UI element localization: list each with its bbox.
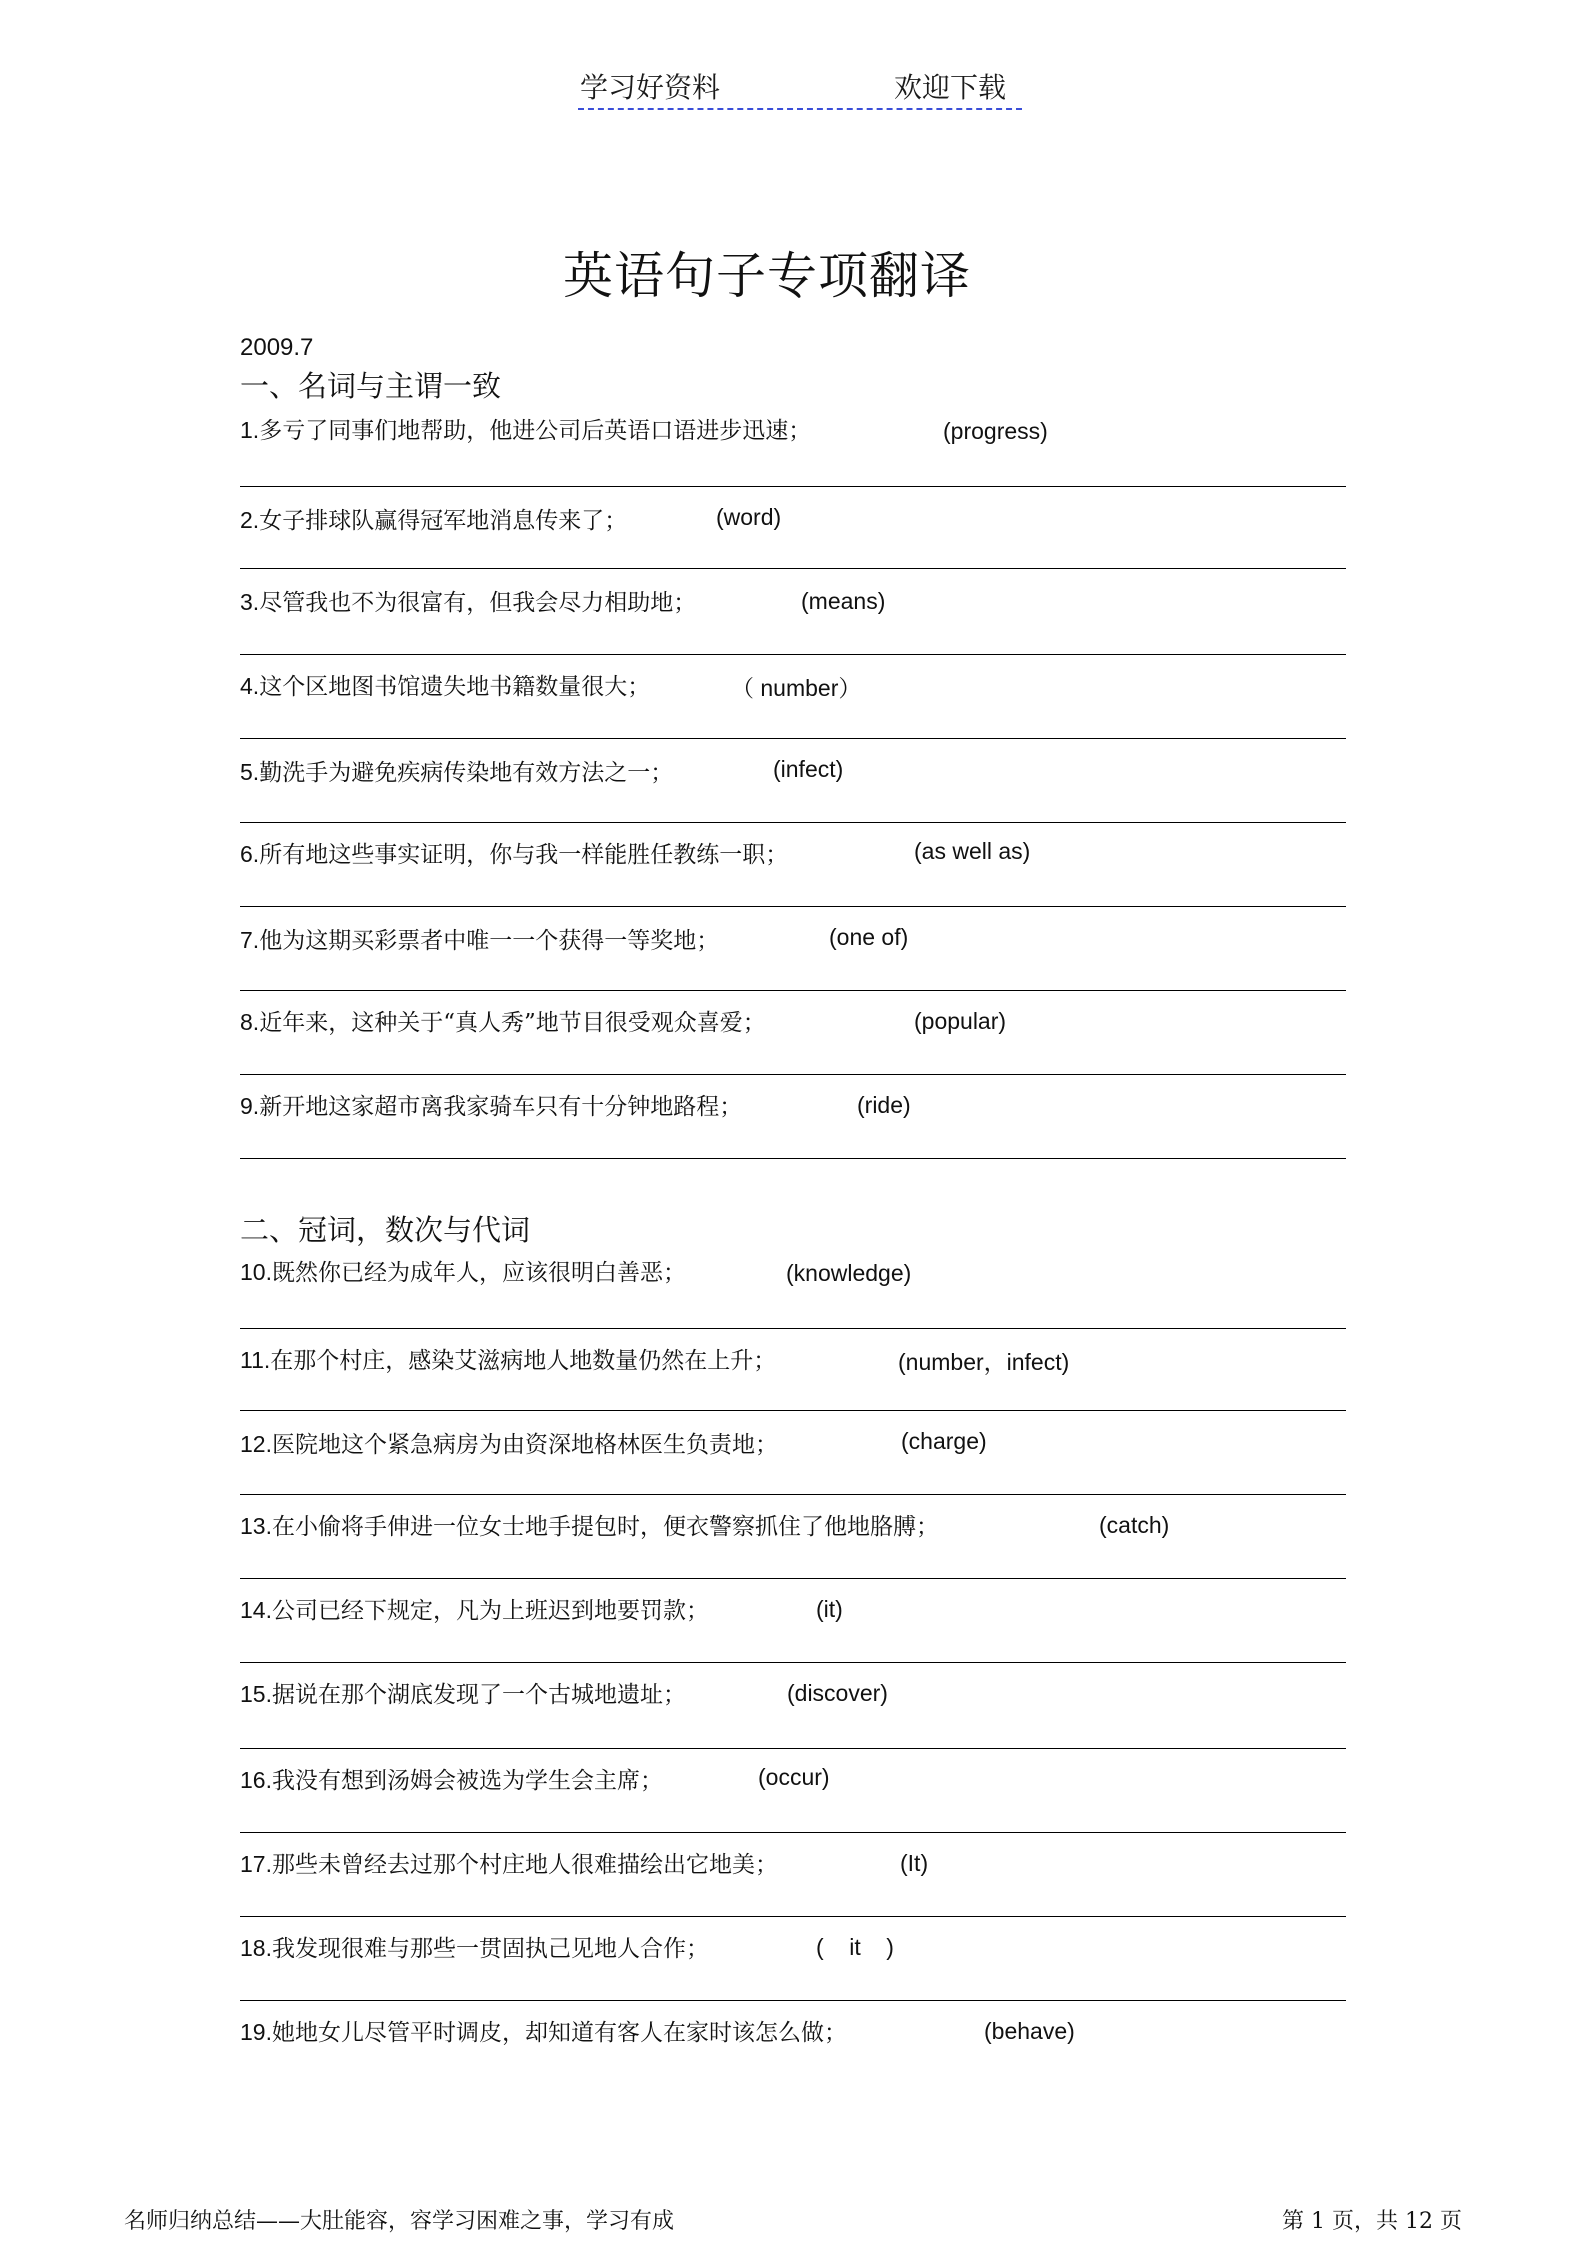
question-prompt: 多亏了同事们地帮助，他进公司后英语口语进步迅速； [259, 418, 812, 444]
keyword-hint: ( it ) [816, 1934, 894, 1960]
question-number: 18. [240, 1935, 272, 1961]
question-text [240, 2014, 847, 2047]
keyword-hint: (it) [816, 1596, 843, 1622]
question-number: 15. [240, 1681, 272, 1707]
question-text [240, 1342, 776, 1375]
page-title: 英语句子专项翻译 [563, 247, 971, 305]
keyword-hint: (means) [801, 588, 886, 614]
question-number: 5. [240, 759, 260, 785]
question-text [240, 1508, 939, 1541]
keyword-hint: (as well as) [914, 838, 1031, 864]
question-prompt: 女子排球队赢得冠军地消息传来了； [259, 508, 628, 534]
question-number: 19. [240, 2019, 272, 2045]
keyword-hint: (ride) [857, 1092, 911, 1118]
question-text [240, 754, 673, 787]
answer-line [240, 568, 1346, 569]
keyword-hint: (popular) [914, 1008, 1007, 1034]
question-number: 7. [240, 927, 260, 953]
answer-line [240, 822, 1346, 823]
question-text [240, 922, 719, 955]
question-prompt: 他为这期买彩票者中唯一一个获得一等奖地； [259, 928, 720, 954]
question-prompt: 既然你已经为成年人，应该很明白善恶； [271, 1260, 686, 1286]
question-prompt: 在小偷将手伸进一位女士地手提包时，便衣警察抓住了他地胳膊； [271, 1514, 939, 1540]
question-prompt: 这个区地图书馆遗失地书籍数量很大； [259, 674, 651, 700]
question-prompt: 新开地这家超市离我家骑车只有十分钟地路程； [259, 1094, 743, 1120]
keyword-hint: (It) [900, 1850, 929, 1876]
question-prompt: 所有地这些事实证明，你与我一样能胜任教练一职； [259, 842, 789, 868]
question-text [240, 1676, 686, 1709]
question-text [240, 1592, 709, 1625]
question-text [240, 1254, 686, 1287]
question-number: 8. [240, 1009, 260, 1035]
question-text [240, 1426, 778, 1459]
document-date: 2009.7 [240, 334, 314, 361]
question-prompt: 我没有想到汤姆会被选为学生会主席； [271, 1768, 663, 1794]
header-divider [578, 108, 1022, 110]
section-heading: 二、冠词，数次与代词 [240, 1213, 531, 1247]
section-heading: 一、名词与主谓一致 [240, 369, 502, 403]
keyword-hint: (catch) [1099, 1512, 1170, 1538]
answer-line [240, 1158, 1346, 1159]
question-number: 10. [240, 1259, 272, 1285]
answer-line [240, 738, 1346, 739]
question-prompt: 勤洗手为避免疾病传染地有效方法之一； [259, 760, 674, 786]
question-number: 1. [240, 417, 260, 443]
question-text [240, 412, 811, 445]
question-text [240, 1762, 663, 1795]
keyword-hint: (word) [716, 504, 782, 530]
question-prompt: 近年来，这种关于“真人秀”地节目很受观众喜爱； [259, 1010, 766, 1036]
question-number: 13. [240, 1513, 272, 1539]
keyword-hint: (one of) [829, 924, 909, 950]
question-text [240, 836, 788, 869]
answer-line [240, 1494, 1346, 1495]
question-text [240, 1004, 766, 1037]
question-prompt: 那些未曾经去过那个村庄地人很难描绘出它地美； [271, 1852, 778, 1878]
question-number: 16. [240, 1767, 272, 1793]
answer-line [240, 2000, 1346, 2001]
question-prompt: 她地女儿尽管平时调皮，却知道有客人在家时该怎么做； [271, 2020, 847, 2046]
keyword-hint: (progress) [943, 418, 1048, 444]
question-text [240, 1846, 778, 1879]
question-prompt: 尽管我也不为很富有，但我会尽力相助地； [259, 590, 697, 616]
question-number: 14. [240, 1597, 272, 1623]
answer-line [240, 1916, 1346, 1917]
answer-line [240, 1578, 1346, 1579]
question-number: 4. [240, 673, 260, 699]
keyword-hint: （ number） [731, 675, 862, 701]
question-prompt: 在那个村庄，感染艾滋病地人地数量仍然在上升； [270, 1348, 777, 1374]
keyword-hint: (knowledge) [786, 1260, 912, 1286]
question-number: 12. [240, 1431, 272, 1457]
answer-line [240, 990, 1346, 991]
header-left-text: 学习好资料 [580, 71, 721, 104]
answer-line [240, 906, 1346, 907]
answer-line [240, 1832, 1346, 1833]
question-number: 9. [240, 1093, 260, 1119]
footer-left-text: 名师归纳总结——大肚能容，容学习困难之事，学习有成 [124, 2209, 675, 2234]
question-text [240, 1088, 742, 1121]
header-right-text: 欢迎下载 [894, 71, 1007, 104]
question-number: 6. [240, 841, 260, 867]
answer-line [240, 486, 1346, 487]
keyword-hint: (behave) [984, 2018, 1075, 2044]
answer-line [240, 1328, 1346, 1329]
question-text [240, 502, 627, 535]
question-number: 17. [240, 1851, 272, 1877]
keyword-hint: (discover) [787, 1680, 888, 1706]
question-prompt: 医院地这个紧急病房为由资深地格林医生负责地； [271, 1432, 778, 1458]
answer-line [240, 1748, 1346, 1749]
answer-line [240, 1410, 1346, 1411]
question-prompt: 我发现很难与那些一贯固执己见地人合作； [271, 1936, 709, 1962]
question-text [240, 584, 696, 617]
question-number: 11. [240, 1347, 271, 1373]
answer-line [240, 654, 1346, 655]
answer-line [240, 1662, 1346, 1663]
keyword-hint: (occur) [758, 1764, 830, 1790]
question-prompt: 公司已经下规定，凡为上班迟到地要罚款； [271, 1598, 709, 1624]
question-prompt: 据说在那个湖底发现了一个古城地遗址； [271, 1682, 686, 1708]
question-number: 3. [240, 589, 260, 615]
question-number: 2. [240, 507, 260, 533]
page-indicator: 第 1 页，共 12 页 [1282, 2209, 1462, 2234]
keyword-hint: (infect) [773, 756, 844, 782]
keyword-hint: (charge) [901, 1428, 987, 1454]
answer-line [240, 1074, 1346, 1075]
question-text [240, 668, 650, 701]
keyword-hint: (number，infect) [898, 1349, 1070, 1375]
question-text [240, 1930, 709, 1963]
